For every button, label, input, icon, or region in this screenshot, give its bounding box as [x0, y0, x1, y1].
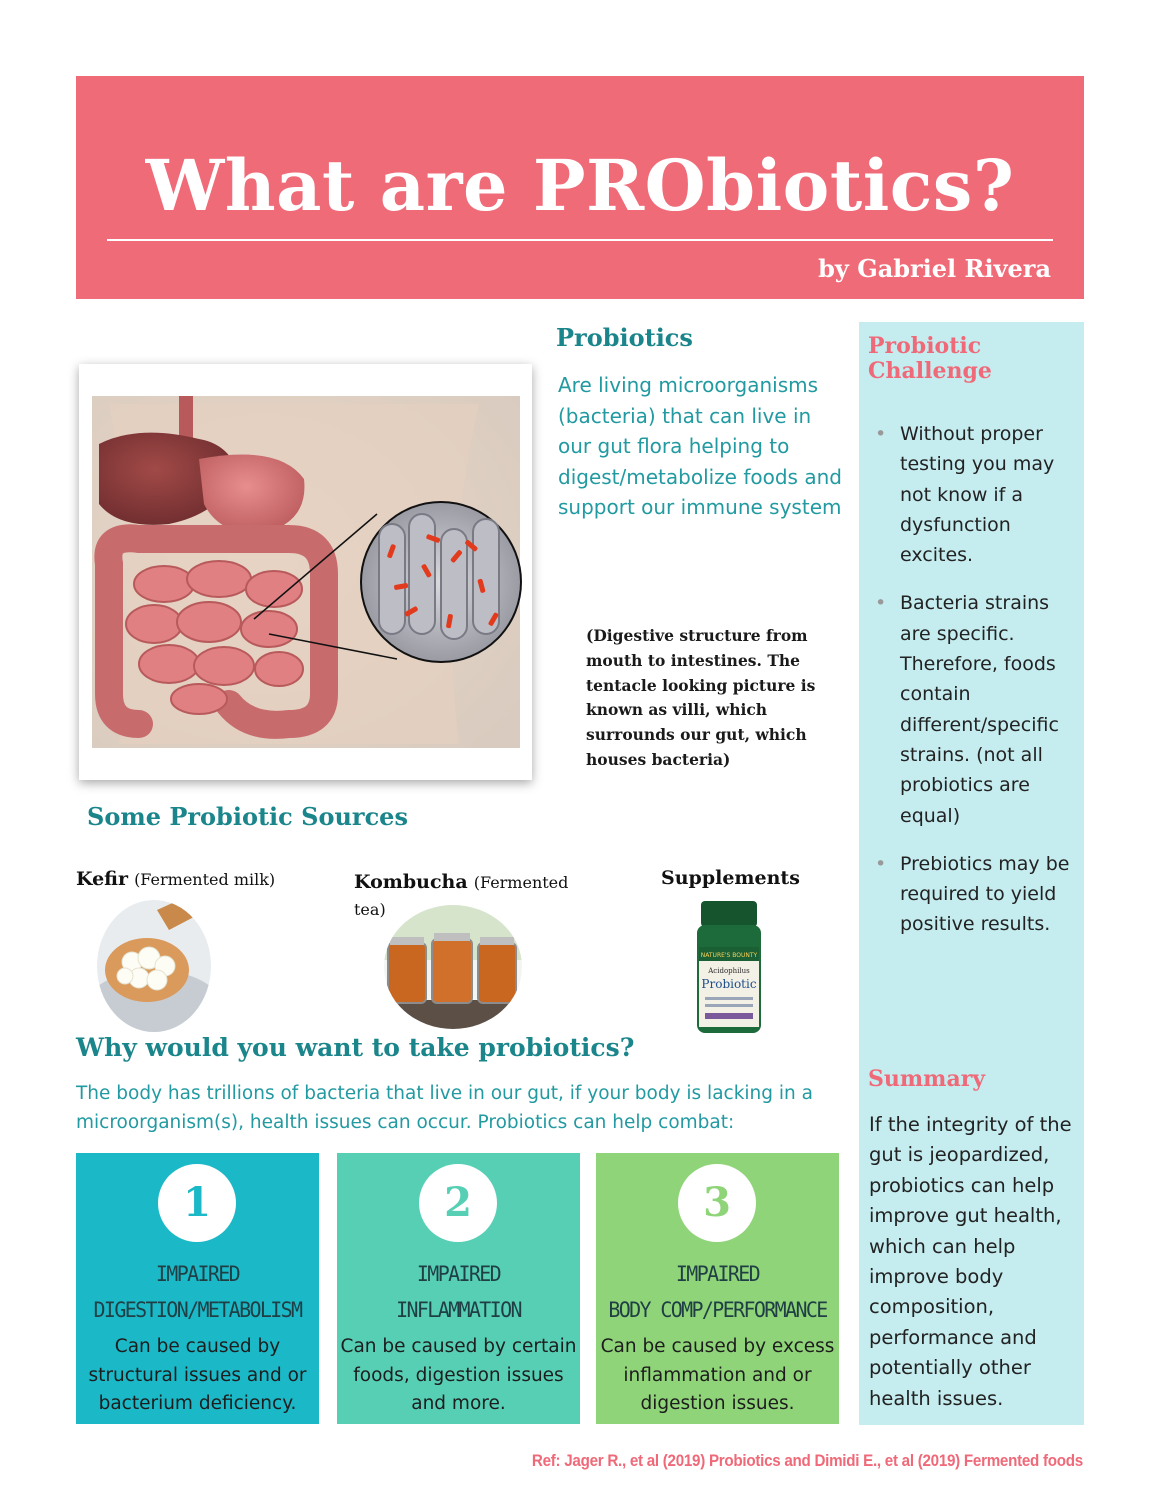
kefir-name: Kefir	[76, 868, 129, 890]
card-digestion	[76, 1153, 319, 1424]
bullet-icon: •	[875, 852, 887, 875]
kefir-label	[76, 866, 275, 893]
card-title-line2: BODY COMP/PERFORMANCE	[608, 1298, 827, 1322]
kombucha-note: (Fermented tea)	[354, 873, 569, 919]
page-title: What are PRObiotics?	[145, 144, 1015, 227]
supplements-name: Supplements	[661, 867, 800, 889]
supplements-label	[661, 865, 800, 891]
card-title-line1: IMPAIRED	[416, 1262, 501, 1286]
bottle-line2: Probiotic	[701, 977, 757, 991]
author-byline: by Gabriel Rivera	[818, 254, 1051, 283]
card-body-comp	[596, 1153, 839, 1424]
list-item	[873, 849, 1078, 940]
digestive-system-image	[79, 364, 532, 780]
card-number-badge: 1	[158, 1164, 236, 1242]
reference-note: Ref: Jager R., et al (2019) Probiotics and Dimidi E., et al (2019) Fermented foods	[532, 1452, 1083, 1470]
probiotics-heading: Probiotics	[556, 323, 693, 352]
card-description: Can be caused by structural issues and or bacterium deficiency.	[88, 1336, 307, 1414]
challenge-text: Without proper testing you may not know if a dysfunction excites.	[900, 423, 1055, 567]
card-title-line2: INFLAMMATION	[396, 1298, 521, 1322]
bullet-icon: •	[875, 423, 887, 445]
card-title	[82, 1256, 313, 1328]
card-description: Can be caused by certain foods, digestion issues and more.	[340, 1336, 577, 1414]
kombucha-name: Kombucha	[354, 871, 468, 893]
card-title	[343, 1256, 574, 1328]
card-title-line1: IMPAIRED	[155, 1262, 240, 1286]
challenge-list	[873, 419, 1078, 958]
card-number-badge: 2	[419, 1164, 497, 1242]
card-title-line1: IMPAIRED	[675, 1262, 760, 1286]
card-inflammation	[337, 1153, 580, 1424]
card-description: Can be caused by excess inflammation and or digestion issues.	[600, 1336, 835, 1414]
kombucha-image	[384, 905, 522, 1030]
image-caption: (Digestive structure from mouth to intestines. The tentacle looking picture is known as villi, which surrounds our gut, which houses bacteria)	[586, 626, 816, 769]
sources-heading: Some Probiotic Sources	[87, 802, 408, 831]
bottle-line1: Acidophilus	[708, 967, 750, 975]
bottle-brand: NATURE'S BOUNTY	[700, 952, 758, 959]
summary-text: If the integrity of the gut is jeopardized, probiotics can help improve gut health, which can help improve body composition, performance and potentially other health issues.	[869, 1113, 1072, 1410]
list-item	[873, 419, 1078, 570]
why-heading: Why would you want to take probiotics?	[76, 1033, 635, 1062]
title-divider	[107, 239, 1053, 241]
header-banner	[76, 76, 1084, 299]
bullet-icon: •	[875, 592, 887, 615]
challenge-text: Prebiotics may be required to yield positive results.	[900, 852, 1070, 936]
summary-heading: Summary	[868, 1066, 986, 1092]
card-title	[602, 1256, 833, 1328]
list-item	[873, 588, 1078, 830]
card-number-badge: 3	[678, 1164, 756, 1242]
challenge-heading: Probiotic Challenge	[868, 333, 992, 384]
sidebar-panel	[859, 322, 1084, 1425]
why-text: The body has trillions of bacteria that live in our gut, if your body is lacking in a microorganism(s), health issues can occur. Probiotics can help combat:	[76, 1083, 813, 1133]
card-title-line2: DIGESTION/METABOLISM	[93, 1298, 302, 1322]
probiotics-definition: Are living microorganisms (bacteria) that can live in our gut flora helping to digest/metabolize foods and support our immune system	[558, 373, 842, 519]
supplement-bottle-image	[695, 901, 763, 1035]
challenge-text: Bacteria strains are specific. Therefore, foods contain different/specific strains. (not all probiotics are equal)	[900, 592, 1059, 827]
kefir-image	[97, 900, 211, 1032]
kefir-note: (Fermented milk)	[134, 870, 276, 889]
